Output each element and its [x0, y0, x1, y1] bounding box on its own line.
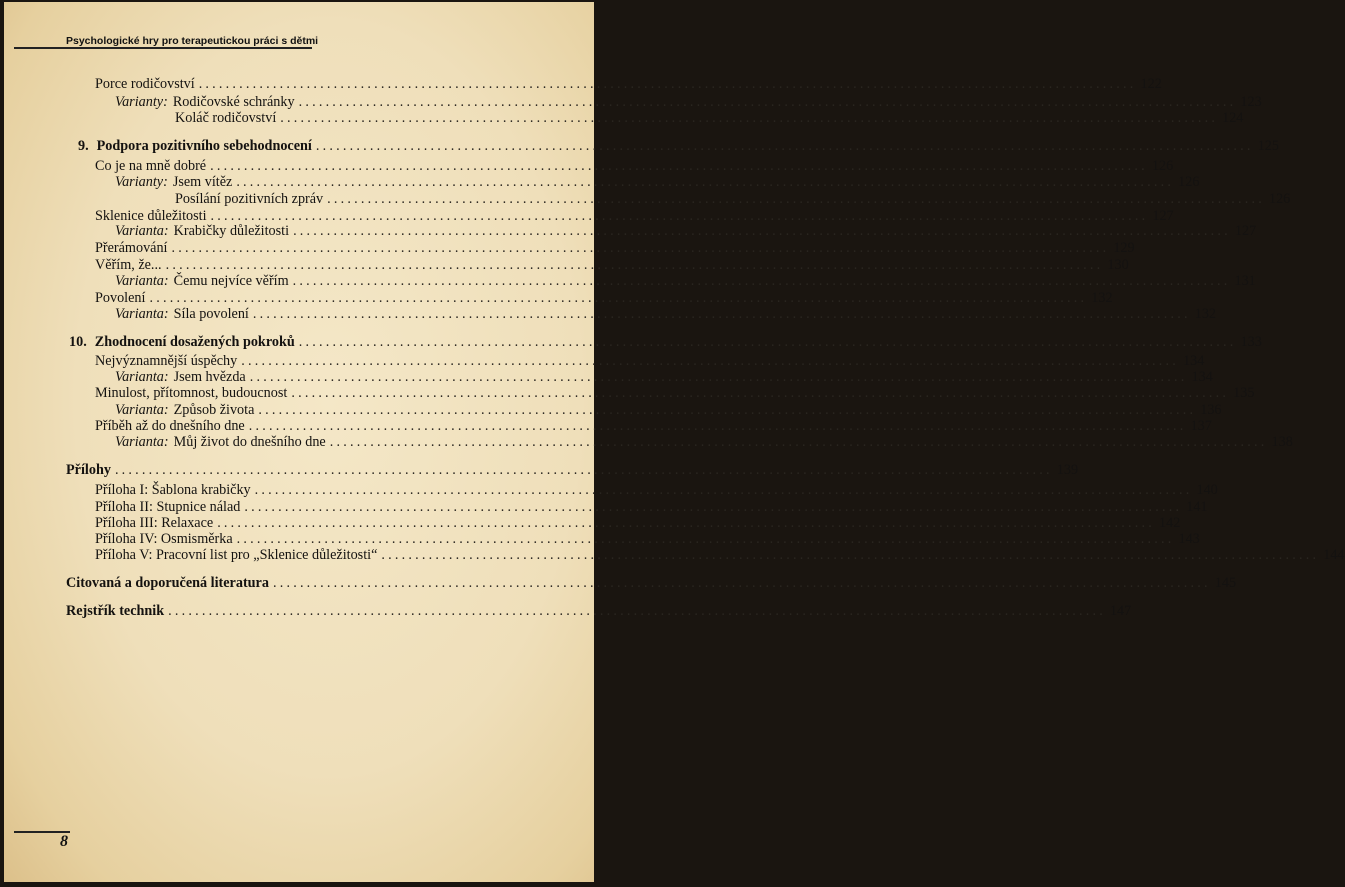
toc-entry [115, 222, 1257, 240]
toc-entry-title: Přílohy [66, 462, 111, 478]
toc-leader: ........................................................................................................................................... [298, 94, 1237, 110]
toc-entry [95, 546, 1345, 564]
toc-page-number: 140 [1196, 482, 1218, 498]
toc-entry-title: Způsob života [173, 402, 255, 418]
toc-variant-label: Varianta: [115, 402, 169, 418]
toc-page-number: 132 [1194, 306, 1216, 322]
toc-leader: ........................................................................................................................................... [198, 76, 1137, 92]
toc-page-number: 144 [1323, 547, 1345, 563]
toc-leader: ........................................................................................................................................... [272, 575, 1211, 591]
toc-entry [115, 173, 1200, 191]
toc-leader: ........................................................................................................................................... [329, 434, 1268, 450]
toc-page-number: 147 [1109, 603, 1132, 619]
toc-entry-title: Věřím, že... [95, 257, 162, 273]
toc-entry-title: Síla povolení [173, 306, 249, 322]
toc-leader: ........................................................................................................................................... [165, 257, 1104, 273]
toc-entry [95, 481, 1218, 499]
toc-page-number: 139 [1056, 462, 1079, 478]
toc-entry [175, 190, 1291, 208]
toc-entry-title: Příloha II: Stupnice nálad [95, 499, 241, 515]
toc-variant-label: Varianta: [115, 223, 169, 239]
toc-page-number: 133 [1240, 334, 1262, 350]
toc-entry [115, 272, 1256, 290]
toc-page-number: 134 [1183, 353, 1205, 369]
toc-entry-title: Rodičovské schránky [172, 94, 295, 110]
table-of-contents [4, 2, 1345, 882]
toc-entry [115, 305, 1216, 323]
toc-entry-title: Rejstřík technik [66, 603, 165, 619]
toc-entry-title: Minulost, přítomnost, budoucnost [95, 385, 288, 401]
toc-leader: ........................................................................................................................................... [249, 369, 1188, 385]
toc-entry-title: Koláč rodičovství [175, 110, 277, 126]
toc-chapter [66, 461, 1079, 479]
toc-chapter [66, 574, 1237, 592]
toc-entry [175, 109, 1244, 127]
toc-page-number: 141 [1186, 499, 1208, 515]
toc-page-number: 124 [1222, 110, 1244, 126]
toc-leader: ........................................................................................................................................... [210, 208, 1149, 224]
running-header: Psychologické hry pro terapeutickou práci s dětmi [66, 35, 319, 47]
toc-entry-title: Příloha V: Pracovní list pro „Sklenice důležitosti“ [95, 547, 378, 563]
toc-entry [95, 384, 1255, 402]
toc-page-number: 130 [1107, 257, 1129, 273]
toc-chapter-number: 10. [69, 334, 87, 350]
toc-leader: ........................................................................................................................................... [254, 482, 1193, 498]
toc-leader: ........................................................................................................................................... [217, 515, 1156, 531]
toc-leader: ........................................................................................................................................... [381, 547, 1320, 563]
toc-leader: ........................................................................................................................................... [236, 531, 1175, 547]
toc-entry-title: Jsem vítěz [172, 174, 233, 190]
toc-leader: ........................................................................................................................................... [252, 306, 1191, 322]
page-number: 8 [60, 833, 68, 850]
toc-variant-label: Varianta: [115, 273, 169, 289]
toc-page-number: 129 [1113, 240, 1135, 256]
toc-page-number: 138 [1271, 434, 1293, 450]
toc-chapter-number: 9. [78, 138, 89, 154]
toc-page-number: 143 [1178, 531, 1200, 547]
toc-entry-title: Příloha IV: Osmisměrka [95, 531, 233, 547]
toc-entry-title: Porce rodičovství [95, 76, 195, 92]
toc-page-number: 126 [1268, 191, 1291, 207]
toc-page-number: 135 [1233, 385, 1255, 401]
toc-variant-label: Varianta: [115, 306, 169, 322]
toc-leader: ........................................................................................................................................... [241, 353, 1180, 369]
toc-variant-label: Varianta: [115, 369, 169, 385]
toc-page-number: 127 [1152, 208, 1174, 224]
toc-leader: ........................................................................................................................................... [327, 191, 1265, 207]
toc-leader: ........................................................................................................................................... [293, 223, 1231, 239]
toc-chapter [78, 137, 1279, 155]
toc-entry [95, 75, 1162, 93]
toc-variant-label: Varianta: [115, 434, 169, 450]
toc-leader: ........................................................................................................................................... [210, 158, 1148, 174]
toc-entry [95, 239, 1135, 257]
toc-leader: ........................................................................................................................................... [171, 240, 1110, 256]
toc-leader: ........................................................................................................................................... [292, 273, 1231, 289]
toc-entry-title: Příloha III: Relaxace [95, 515, 214, 531]
toc-leader: ........................................................................................................................................... [298, 334, 1237, 350]
toc-entry-title: Podpora pozitivního sebehodnocení [96, 138, 312, 154]
toc-page-number: 126 [1151, 158, 1174, 174]
toc-page-number: 131 [1234, 273, 1256, 289]
toc-page-number: 142 [1159, 515, 1181, 531]
toc-entry-title: Příloha I: Šablona krabičky [95, 482, 251, 498]
toc-leader: ........................................................................................................................................... [244, 499, 1183, 515]
toc-leader: ........................................................................................................................................... [280, 110, 1219, 126]
toc-leader: ........................................................................................................................................... [236, 174, 1175, 190]
toc-leader: ........................................................................................................................................... [315, 138, 1254, 154]
toc-entry-title: Přerámování [95, 240, 168, 256]
toc-page-number: 137 [1190, 418, 1212, 434]
toc-entry-title: Zhodnocení dosažených pokroků [94, 334, 295, 350]
toc-page-number: 126 [1178, 174, 1200, 190]
toc-entry-title: Můj život do dnešního dne [173, 434, 326, 450]
toc-page-number: 132 [1091, 290, 1113, 306]
toc-page-number: 123 [1240, 94, 1262, 110]
toc-page-number: 134 [1191, 369, 1213, 385]
toc-entry-title: Nejvýznamnější úspěchy [95, 353, 238, 369]
toc-entry-title: Krabičky důležitosti [173, 223, 290, 239]
toc-page-number: 136 [1200, 402, 1222, 418]
toc-chapter [66, 602, 1132, 620]
toc-entry-title: Čemu nejvíce věřím [173, 273, 289, 289]
toc-entry-title: Příběh až do dnešního dne [95, 418, 245, 434]
toc-leader: ........................................................................................................................................... [168, 603, 1106, 619]
toc-page-number: 145 [1214, 575, 1237, 591]
toc-chapter [69, 333, 1262, 351]
toc-entry-title: Posílání pozitivních zpráv [175, 191, 324, 207]
toc-variant-label: Varianty: [115, 174, 168, 190]
toc-entry [115, 433, 1293, 451]
toc-entry-title: Sklenice důležitosti [95, 208, 207, 224]
toc-leader: ........................................................................................................................................... [291, 385, 1230, 401]
toc-entry-title: Co je na mně dobré [95, 158, 207, 174]
toc-leader: ........................................................................................................................................... [149, 290, 1088, 306]
toc-variant-label: Varianty: [115, 94, 168, 110]
toc-page-number: 122 [1140, 76, 1162, 92]
toc-leader: ........................................................................................................................................... [258, 402, 1197, 418]
toc-leader: ........................................................................................................................................... [248, 418, 1187, 434]
toc-entry-title: Jsem hvězda [173, 369, 246, 385]
toc-entry-title: Povolení [95, 290, 146, 306]
toc-page-number: 125 [1257, 138, 1279, 154]
toc-entry-title: Citovaná a doporučená literatura [66, 575, 269, 591]
toc-page-number: 127 [1234, 223, 1257, 239]
book-page [4, 2, 1345, 882]
toc-leader: ........................................................................................................................................... [114, 462, 1053, 478]
